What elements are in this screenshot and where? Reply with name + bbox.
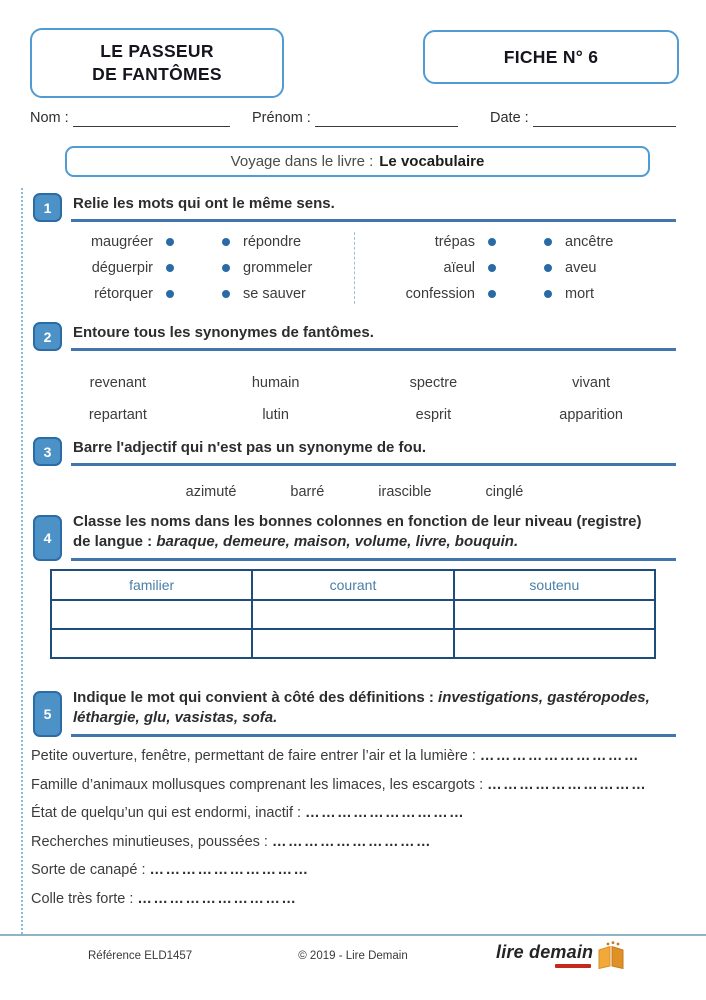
date-write-line[interactable] (533, 110, 676, 127)
match-dot[interactable] (166, 238, 174, 246)
exercise-1-title: Relie les mots qui ont le même sens. (71, 192, 676, 222)
match-word: trépas (434, 234, 475, 251)
definition-text: Colle très forte : (31, 890, 134, 907)
prenom-field (252, 110, 458, 127)
match-dot[interactable] (544, 238, 552, 246)
match-word: grommeler (243, 260, 313, 277)
match-word: maugréer (90, 234, 153, 251)
answer-dots[interactable]: ………………………… (137, 890, 298, 907)
logo-subtext-red (555, 964, 591, 968)
match-dot[interactable] (222, 264, 230, 272)
column-header-soutenu: soutenu (454, 570, 655, 600)
answer-dots[interactable]: ………………………… (487, 776, 648, 793)
exercise-2-header (33, 321, 676, 351)
table-cell-empty[interactable] (454, 629, 655, 658)
match-dot[interactable] (544, 290, 552, 298)
match-group-1 (33, 232, 354, 304)
exercise-1-header (33, 192, 676, 222)
match-word: mort (565, 286, 594, 303)
match-row (355, 284, 676, 304)
definition-line (31, 862, 676, 879)
exercise-4-word-list: baraque, demeure, maison, volume, livre, bouquin. (156, 533, 519, 551)
definition-text: État de quelqu’un qui est endormi, inactif : (31, 805, 302, 821)
logo-text: lire demain (496, 942, 594, 962)
nom-label: Nom : (30, 110, 69, 126)
match-word: aïeul (443, 260, 475, 277)
exercise-4-number-badge: 4 (33, 515, 62, 561)
identity-row (30, 110, 676, 127)
candidate-word[interactable]: azimuté (185, 484, 237, 501)
definition-line (31, 891, 676, 908)
candidate-word[interactable]: vivant (572, 375, 611, 392)
candidate-word[interactable]: cinglé (485, 484, 524, 501)
match-word: rétorquer (94, 286, 153, 303)
definition-text: Sorte de canapé : (31, 862, 146, 878)
exercise-3 (33, 436, 676, 500)
match-word: répondre (243, 234, 302, 251)
exercise-1-number-badge: 1 (33, 193, 62, 222)
table-cell-empty[interactable] (252, 600, 453, 629)
book-title-box (30, 28, 284, 98)
exercise-3-number-badge: 3 (33, 437, 62, 466)
exercise-5-title-line1 (73, 688, 676, 708)
answer-dots[interactable]: ………………………… (479, 748, 640, 764)
exercise-3-title: Barre l'adjectif qui n'est pas un synonyme de fou. (71, 436, 676, 466)
candidate-word[interactable]: apparition (559, 407, 623, 424)
exercise-4-title-line1: Classe les noms dans les bonnes colonnes en fonction de leur niveau (registre) (73, 513, 642, 530)
matching-area (33, 222, 676, 304)
book-title-line1: LE PASSEUR (100, 41, 214, 62)
match-dot[interactable] (488, 290, 496, 298)
table-cell-empty[interactable] (454, 600, 655, 629)
date-field (490, 110, 676, 127)
exercise-3-header (33, 436, 676, 466)
match-word: aveu (565, 260, 597, 277)
match-dot[interactable] (222, 290, 230, 298)
match-row (355, 232, 676, 252)
exercise-4-header (33, 510, 676, 561)
definition-line (31, 748, 676, 765)
exercise-4 (33, 510, 676, 659)
table-header-row (51, 570, 655, 600)
left-margin-dotted-line (21, 188, 23, 934)
prenom-label: Prénom : (252, 110, 311, 126)
register-table (50, 569, 656, 659)
adjective-word-row (33, 466, 676, 500)
exercise-2-title: Entoure tous les synonymes de fantômes. (71, 321, 676, 351)
fiche-number-box: FICHE N° 6 (423, 30, 679, 84)
match-dot[interactable] (222, 238, 230, 246)
candidate-word[interactable]: barré (290, 484, 325, 501)
match-dot[interactable] (166, 264, 174, 272)
definition-line (31, 805, 676, 822)
candidate-word[interactable]: humain (251, 375, 300, 392)
match-row (355, 258, 676, 278)
match-row (33, 232, 354, 252)
chapter-banner (65, 146, 650, 177)
exercise-2 (33, 321, 676, 431)
footer-divider (0, 934, 706, 936)
banner-prefix: Voyage dans le livre : (230, 153, 374, 170)
footer-reference: Référence ELD1457 (88, 950, 193, 962)
match-dot[interactable] (166, 290, 174, 298)
exercise-5-word-list-line1: investigations, gastéropodes, (438, 689, 650, 706)
definition-line (31, 834, 676, 851)
table-cell-empty[interactable] (252, 629, 453, 658)
definition-text: Petite ouverture, fenêtre, permettant de faire entrer l’air et la lumière : (31, 748, 476, 764)
answer-dots[interactable]: ………………………… (149, 862, 310, 878)
candidate-word[interactable]: repartant (88, 407, 147, 424)
match-group-2 (354, 232, 676, 304)
exercise-4-title (71, 510, 676, 561)
candidate-word[interactable]: spectre (409, 375, 458, 392)
header (30, 28, 679, 98)
exercise-2-number-badge: 2 (33, 322, 62, 351)
exercise-5-title (71, 686, 676, 737)
table-row (51, 629, 655, 658)
candidate-word[interactable]: irascible (378, 484, 432, 501)
column-header-familier: familier (51, 570, 252, 600)
match-row (33, 284, 354, 304)
date-label: Date : (490, 110, 529, 126)
footer-copyright: © 2019 - Lire Demain (298, 950, 408, 962)
publisher-logo (496, 942, 627, 970)
open-book-icon (595, 940, 627, 970)
definition-line (31, 777, 676, 794)
match-word: ancêtre (565, 234, 614, 251)
definition-text: Recherches minutieuses, poussées : (31, 833, 268, 850)
table-row (51, 600, 655, 629)
exercise-1 (33, 192, 676, 304)
exercise-5 (33, 686, 676, 908)
match-word: confession (405, 286, 475, 303)
exercise-5-title-prefix: Indique le mot qui convient à côté des définitions : (73, 689, 434, 706)
definitions-list (31, 748, 676, 908)
exercise-5-header (33, 686, 676, 737)
exercise-5-number-badge: 5 (33, 691, 62, 737)
nom-write-line[interactable] (73, 110, 230, 127)
answer-dots[interactable]: ………………………… (305, 805, 466, 821)
answer-dots[interactable]: ………………………… (272, 833, 432, 850)
exercise-5-word-list-line2: léthargie, glu, vasistas, sofa. (73, 709, 278, 727)
match-dot[interactable] (488, 264, 496, 272)
candidate-word[interactable]: esprit (415, 407, 452, 424)
table-cell-empty[interactable] (51, 629, 252, 658)
nom-field (30, 110, 230, 127)
logo-text-wrap (496, 942, 593, 968)
exercise-4-title-line2 (73, 532, 676, 552)
match-dot[interactable] (488, 238, 496, 246)
definition-text: Famille d’animaux mollusques comprenant les limaces, les escargots : (31, 776, 484, 793)
column-header-courant: courant (252, 570, 453, 600)
prenom-write-line[interactable] (315, 110, 458, 127)
match-word: se sauver (243, 286, 306, 303)
book-title-line2: DE FANTÔMES (92, 64, 222, 84)
table-cell-empty[interactable] (51, 600, 252, 629)
candidate-word[interactable]: lutin (262, 407, 289, 424)
synonym-word-grid (33, 351, 676, 431)
banner-subject: Le vocabulaire (379, 153, 485, 170)
candidate-word[interactable]: revenant (89, 375, 147, 392)
match-word: déguerpir (91, 260, 153, 277)
exercise-4-title-line2-prefix: de langue : (73, 533, 153, 551)
match-dot[interactable] (544, 264, 552, 272)
match-row (33, 258, 354, 278)
